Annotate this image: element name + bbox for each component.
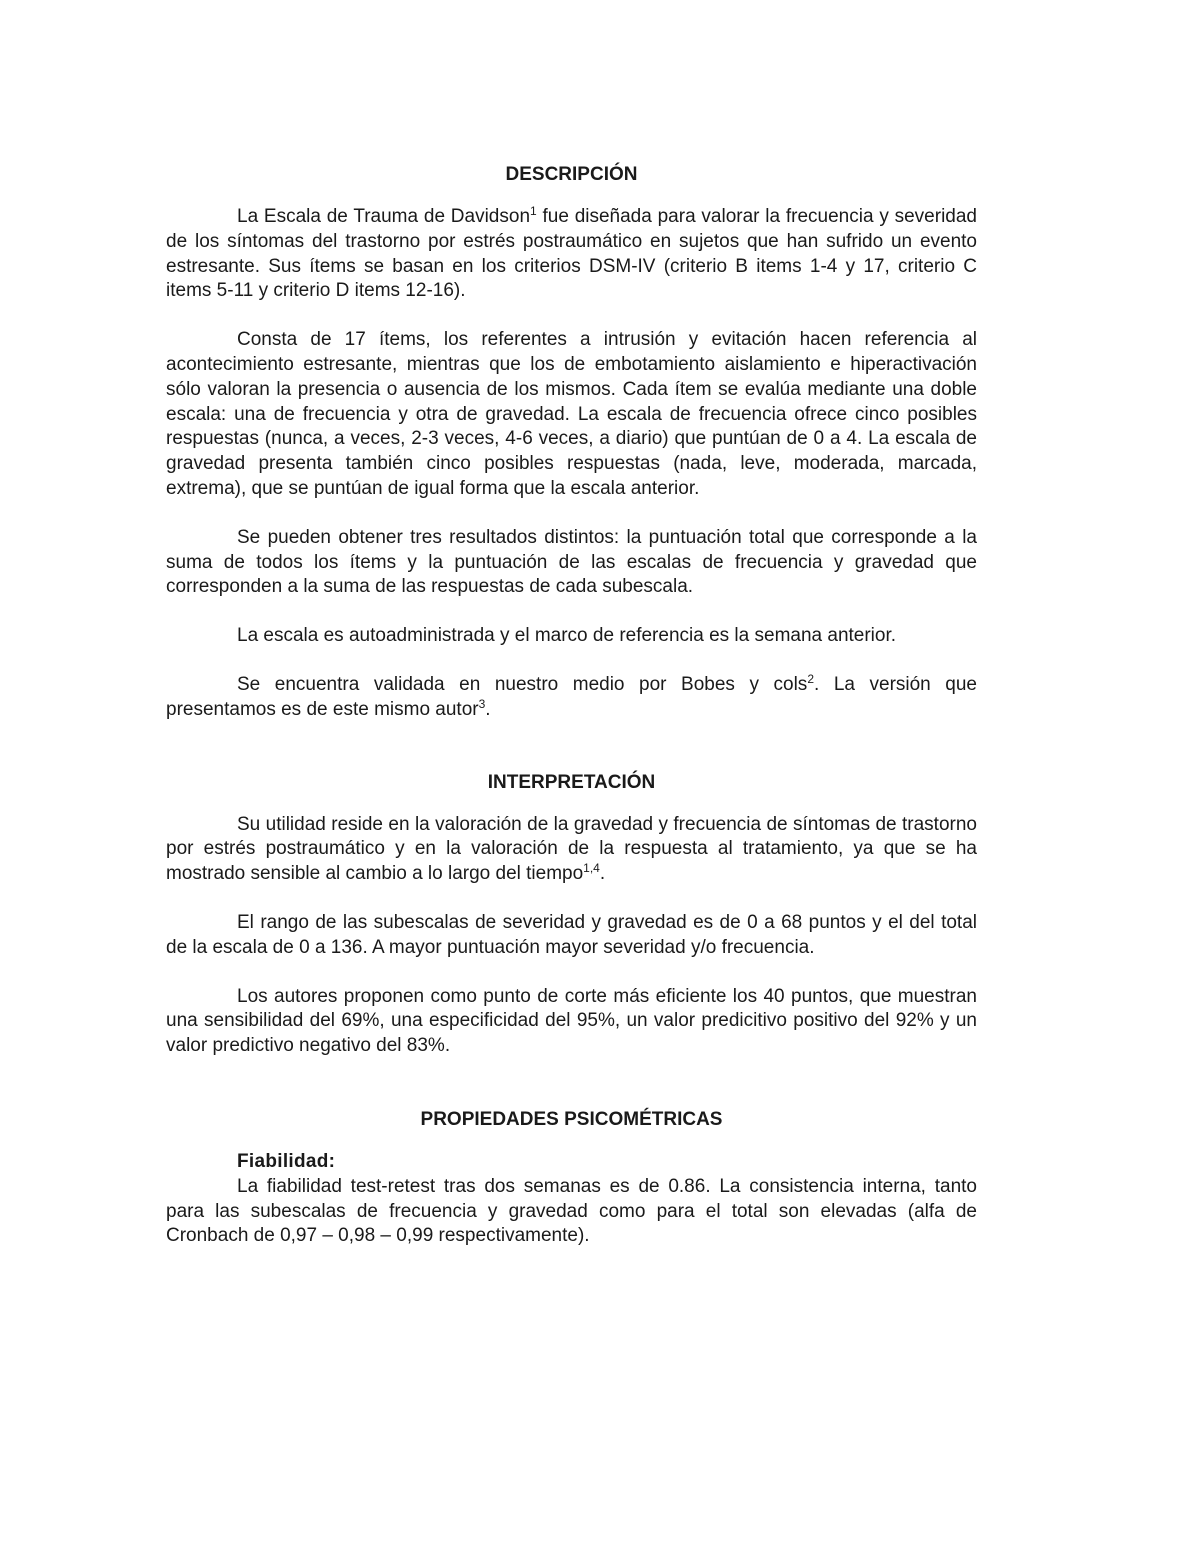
paragraph-descripcion-4: La escala es autoadministrada y el marco de referencia es la semana anterior. xyxy=(237,625,897,647)
paragraph-text: . La versión que presentamos es de este mismo autor xyxy=(166,673,977,720)
paragraph-interpretacion-2: El rango de las subescalas de severidad y gravedad es de 0 a 68 puntos y el del total de la escala de 0 a 136. A mayor puntuación mayor severidad y/o frecuencia. xyxy=(166,911,977,958)
paragraph-text: fue diseñada para valorar la frecuencia y severidad de los síntomas del trastorno por estrés postraumático en sujetos que han sufrido un evento estresante. Sus ítems se basan en los criterios DSM-IV (criterio B items 1-4 y 17, criterio C items 5-11 y criterio D items 12-16). xyxy=(166,206,978,302)
paragraph-descripcion-5 xyxy=(166,673,977,723)
paragraph-fiabilidad: La fiabilidad test-retest tras dos semanas es de 0.86. La consistencia interna, tanto para las subescalas de frecuencia y gravedad como para el total son elevadas (alfa de Cronbach de 0,97 – 0,98 – 0,99 respectivamente). xyxy=(166,1175,977,1247)
paragraph-descripcion-3: Se pueden obtener tres resultados distintos: la puntuación total que corresponde a la suma de todos los ítems y la puntuación de las escalas de frecuencia y gravedad que corresponden a la suma de las respuestas de cada subescala. xyxy=(166,526,977,598)
footnote-ref: 1 xyxy=(530,204,537,218)
paragraph-text: Su utilidad reside en la valoración de la gravedad y frecuencia de síntomas de trastorno por estrés postraumático y en la valoración de la respuesta al tratamiento, ya que se ha mostrado sensible al cambio a lo largo del tiempo xyxy=(166,813,977,885)
paragraph-text: . xyxy=(599,863,606,885)
footnote-ref: 2 xyxy=(807,671,814,686)
footnote-ref: 3 xyxy=(478,696,486,711)
paragraph-text: La Escala de Trauma de Davidson xyxy=(237,206,531,227)
paragraph-text: . xyxy=(485,698,491,720)
paragraph-descripcion-2: Consta de 17 ítems, los referentes a intrusión y evitación hacen referencia al acontecimiento estresante, mientras que los de embotamiento aislamiento e hiperactivación sólo valoran la presencia o ausencia de los mismos. Cada ítem se evalúa mediante una doble escala: una de frecuencia y otra de gravedad. La escala de frecuencia ofrece cinco posibles respuestas (nunca, a veces, 2-3 veces, 4-6 veces, a diario) que puntúan de 0 a 4. La escala de gravedad presenta también cinco posibles respuestas (nada, leve, moderada, marcada, extrema), que se puntúan de igual forma que la escala anterior. xyxy=(166,329,977,499)
heading-interpretacion: INTERPRETACIÓN xyxy=(487,771,656,793)
paragraph-text: Se encuentra validada en nuestro medio por Bobes y cols xyxy=(237,673,808,695)
paragraph-interpretacion-3: Los autores proponen como punto de corte más eficiente los 40 puntos, que muestran una sensibilidad del 69%, una especificidad del 95%, un valor predicitivo positivo del 92% y un valor predictivo negativo del 83%. xyxy=(166,985,977,1057)
subheading-fiabilidad: Fiabilidad: xyxy=(237,1150,336,1172)
footnote-ref: 1,4 xyxy=(583,861,600,876)
paragraph-descripcion-1 xyxy=(166,205,977,304)
heading-descripcion: DESCRIPCIÓN xyxy=(505,164,638,185)
paragraph-interpretacion-1 xyxy=(166,813,977,887)
document-page xyxy=(166,160,977,1249)
heading-propiedades: PROPIEDADES PSICOMÉTRICAS xyxy=(420,1108,723,1130)
